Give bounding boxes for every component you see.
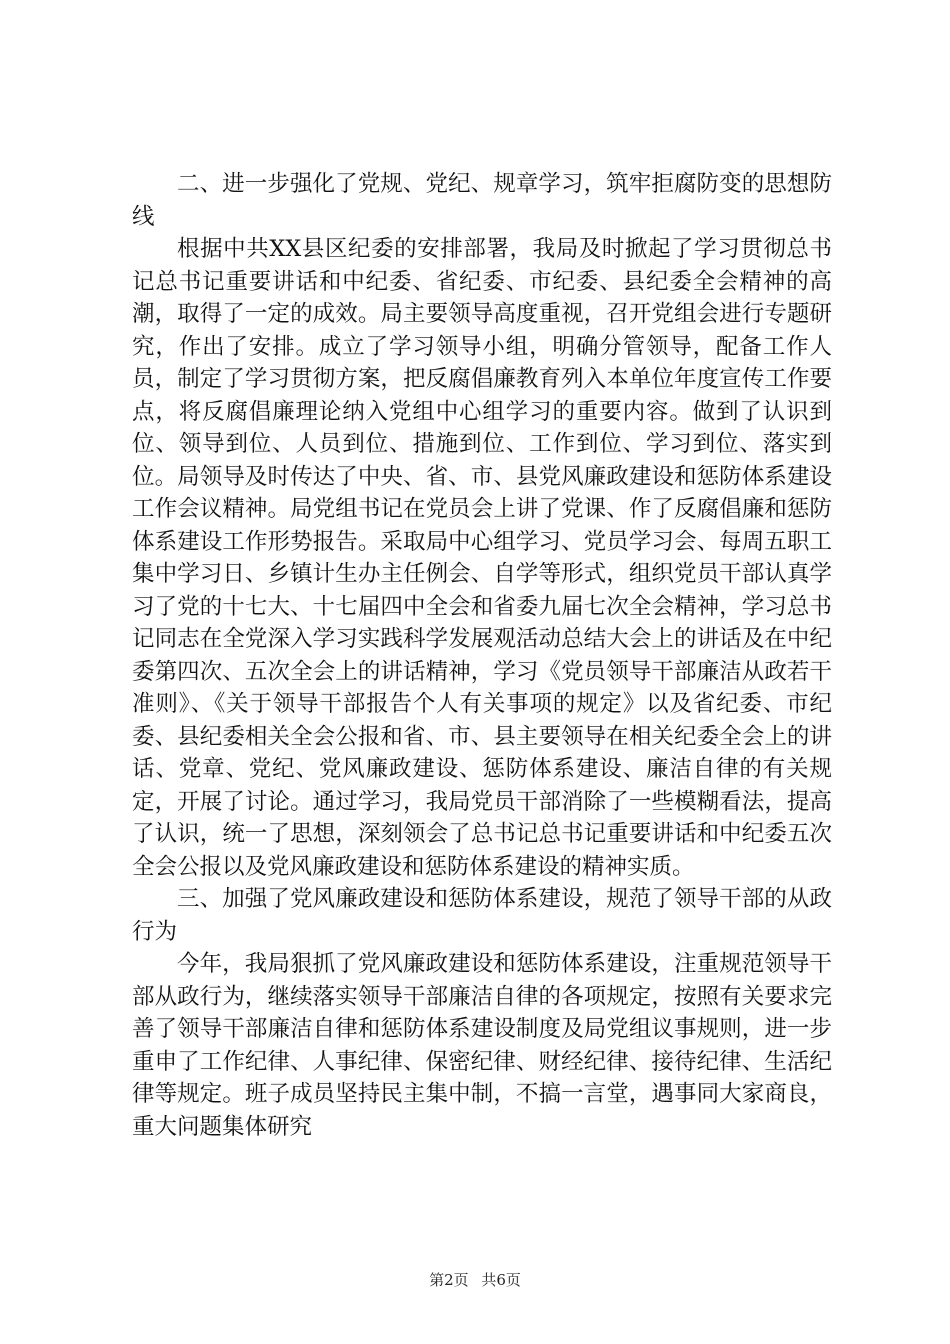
- page-footer: [0, 1270, 950, 1290]
- page-number: 第2页: [429, 1271, 469, 1289]
- section-heading-3: 三、加强了党风廉政建设和惩防体系建设，规范了领导干部的从政行为: [132, 886, 832, 945]
- body-paragraph: 根据中共XX县区纪委的安排部署，我局及时掀起了学习贯彻总书记总书记重要讲话和中纪委、省纪委、市纪委、县纪委全会精神的高潮，取得了一定的成效。局主要领导高度重视，召开党组会进行专题研究，作出了安排。成立了学习领导小组，明确分管领导，配备工作人员，制定了学习贯彻方案，把反腐倡廉教育列入本单位年度宣传工作要点，将反腐倡廉理论纳入党组中心组学习的重要内容。做到了认识到位、领导到位、人员到位、措施到位、工作到位、学习到位、落实到位。局领导及时传达了中央、省、市、县党风廉政建设和惩防体系建设工作会议精神。局党组书记在党员会上讲了党课、作了反腐倡廉和惩防体系建设工作形势报告。采取局中心组学习、党员学习会、每周五职工集中学习日、乡镇计生办主任例会、自学等形式，组织党员干部认真学习了党的十七大、十七届四中全会和省委九届七次全会精神，学习总书记同志在全党深入学习实践科学发展观活动总结大会上的讲话及在中纪委第四次、五次全会上的讲话精神，学习《党员领导干部廉洁从政若干准则》、《关于领导干部报告个人有关事项的规定》以及省纪委、市纪委、县纪委相关全会公报和省、市、县主要领导在相关纪委全会上的讲话、党章、党纪、党风廉政建设、惩防体系建设、廉洁自律的有关规定，开展了讨论。通过学习，我局党员干部消除了一些模糊看法，提高了认识，统一了思想，深刻领会了总书记总书记重要讲话和中纪委五次全会公报以及党风廉政建设和惩防体系建设的精神实质。: [132, 236, 832, 880]
- section-heading-2: 二、进一步强化了党规、党纪、规章学习，筑牢拒腐防变的思想防线: [132, 171, 832, 230]
- body-paragraph: 今年，我局狠抓了党风廉政建设和惩防体系建设，注重规范领导干部从政行为，继续落实领导干部廉洁自律的各项规定，按照有关要求完善了领导干部廉洁自律和惩防体系建设制度及局党组议事规则，进一步重申了工作纪律、人事纪律、保密纪律、财经纪律、接待纪律、生活纪律等规定。班子成员坚持民主集中制，不搞一言堂，遇事同大家商良，重大问题集体研究: [132, 951, 832, 1140]
- document-body: [132, 168, 832, 1143]
- page-total: 共6页: [481, 1271, 521, 1289]
